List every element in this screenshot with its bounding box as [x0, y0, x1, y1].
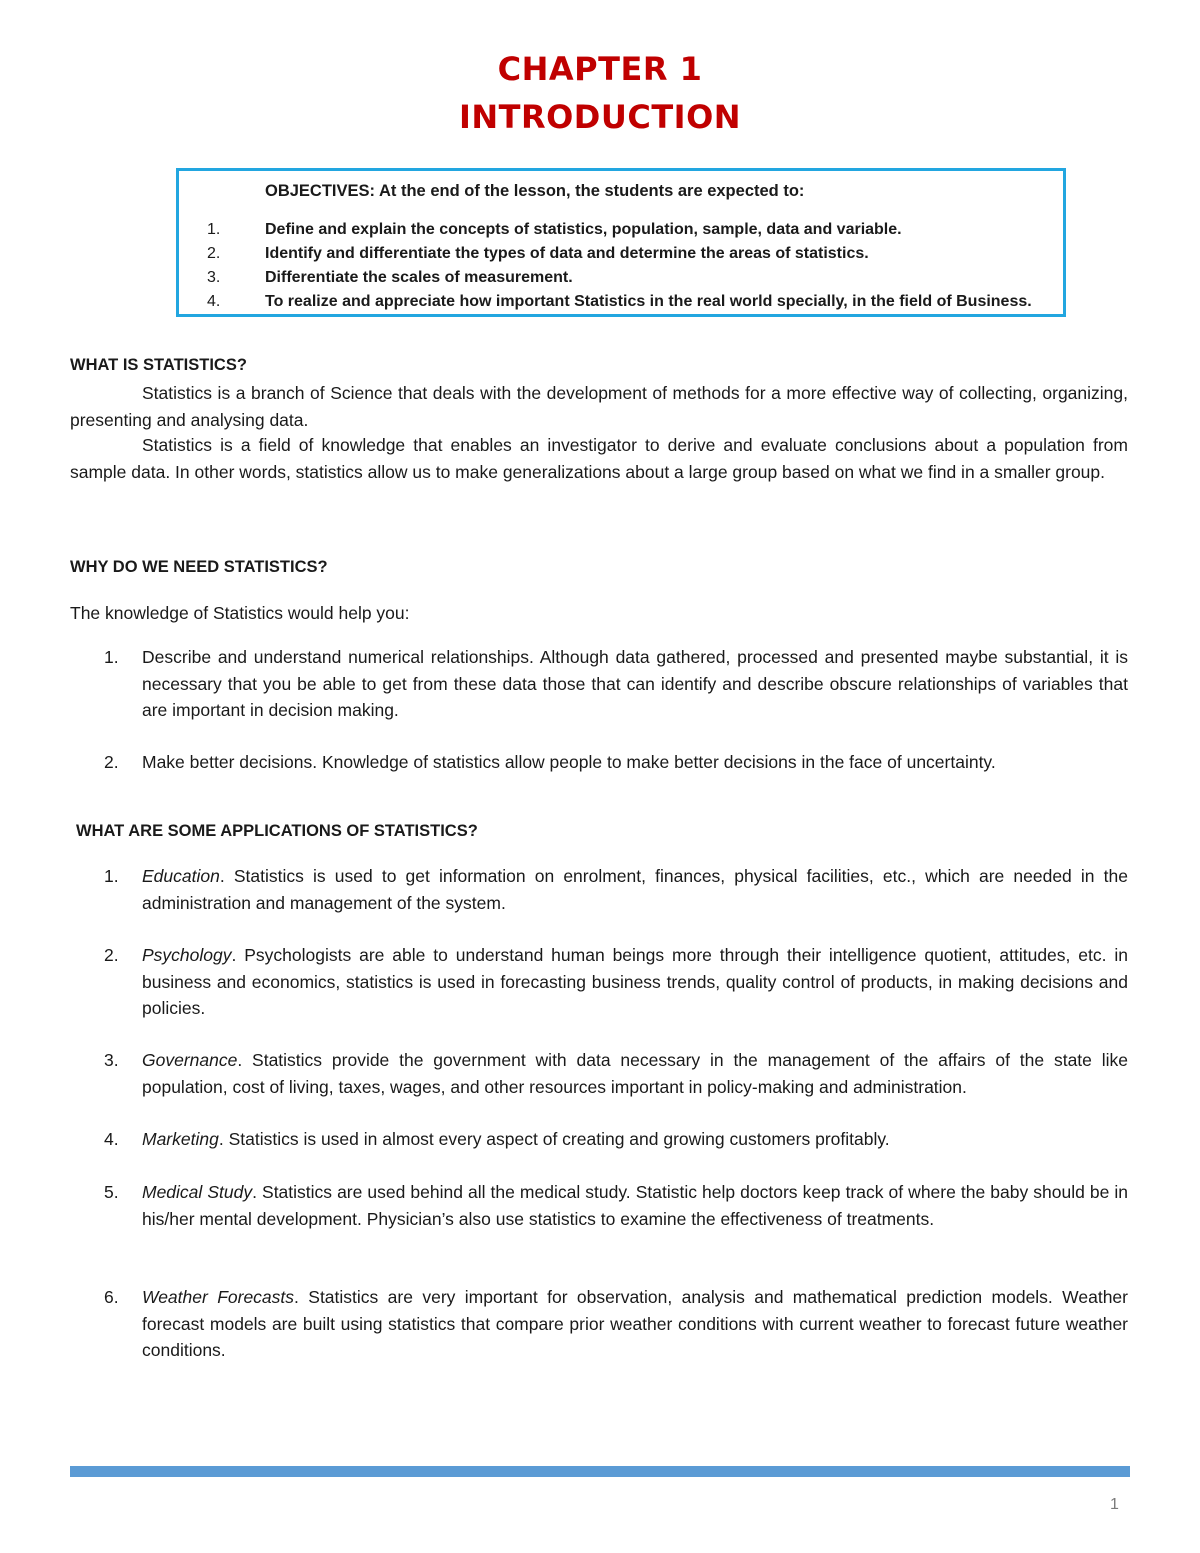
objective-number: 1. [207, 221, 221, 238]
application-number: 2. [104, 945, 119, 965]
objective-text: Define and explain the concepts of statistics, population, sample, data and variable. [265, 221, 902, 238]
why-item-number: 2. [104, 752, 119, 772]
chapter-number: CHAPTER 1 [497, 50, 703, 88]
footer-rule [70, 1466, 1130, 1477]
objectives-list [207, 221, 1032, 317]
application-label: Marketing [142, 1129, 219, 1149]
application-text: . Statistics provide the government with data necessary in the management of the affairs of the state like population, cost of living, taxes, wages, and other resources important in policy-making and administration. [142, 1050, 1128, 1097]
application-label: Psychology [142, 945, 232, 965]
application-text: . Psychologists are able to understand human beings more through their intelligence quotient, attitudes, etc. in business and economics, statistics is used in forecasting business trends, quality control of products, in making decisions and policies. [142, 945, 1128, 1018]
objectives-heading: OBJECTIVES: At the end of the lesson, the students are expected to: [265, 182, 805, 200]
what-is-paragraph-2: Statistics is a field of knowledge that enables an investigator to derive and evaluate conclusions about a population from sample data. In other words, statistics allow us to make generalizations about a large group based on what we find in a smaller group. [70, 435, 1128, 482]
objective-item [207, 221, 1032, 245]
application-label: Weather Forecasts [142, 1287, 295, 1307]
why-item-number: 1. [104, 647, 119, 667]
objective-text: To realize and appreciate how important Statistics in the real world specially, in the field of Business. [265, 293, 1032, 310]
objective-number: 3. [207, 269, 221, 286]
objective-item [207, 293, 1032, 317]
objective-item [207, 269, 1032, 293]
application-text: . Statistics are very important for observation, analysis and mathematical prediction models. Weather forecast models are built using statistics that compare prior weather conditions with current weather to forecast future weather conditions. [142, 1287, 1128, 1360]
application-number: 4. [104, 1129, 119, 1149]
application-item [104, 1284, 1128, 1364]
objective-number: 2. [207, 245, 221, 262]
section-heading-why: WHY DO WE NEED STATISTICS? [70, 558, 328, 576]
why-item [104, 749, 1128, 776]
application-label: Education [142, 866, 220, 886]
objective-text: Identify and differentiate the types of data and determine the areas of statistics. [265, 245, 869, 262]
application-number: 3. [104, 1050, 119, 1070]
application-item [104, 1179, 1128, 1232]
section-heading-what-is: WHAT IS STATISTICS? [70, 356, 247, 374]
objectives-box [176, 168, 1066, 317]
application-item [104, 863, 1128, 916]
what-is-paragraph-1: Statistics is a branch of Science that deals with the development of methods for a more effective way of collecting, organizing, presenting and analysing data. [70, 383, 1128, 430]
application-item [104, 1126, 1128, 1153]
application-item [104, 1047, 1128, 1100]
application-text: . Statistics are used behind all the medical study. Statistic help doctors keep track of where the baby should be in his/her mental development. Physician’s also use statistics to examine the effectiveness of treatments. [142, 1182, 1128, 1229]
why-item-text: Make better decisions. Knowledge of statistics allow people to make better decisions in the face of uncertainty. [142, 752, 996, 772]
why-intro: The knowledge of Statistics would help you: [70, 603, 410, 623]
objective-item [207, 245, 1032, 269]
application-item [104, 942, 1128, 1022]
application-number: 5. [104, 1182, 119, 1202]
page-number: 1 [1110, 1496, 1119, 1513]
chapter-title: INTRODUCTION [458, 98, 742, 136]
application-text: . Statistics is used to get information on enrolment, finances, physical facilities, etc., which are needed in the administration and management of the system. [142, 866, 1128, 913]
why-item-text: Describe and understand numerical relationships. Although data gathered, processed and presented maybe substantial, it is necessary that you be able to get from these data those that can identify and describe obscure relationships of variables that are important in decision making. [142, 647, 1128, 720]
section-heading-applications: WHAT ARE SOME APPLICATIONS OF STATISTICS? [76, 822, 478, 840]
application-number: 1. [104, 866, 119, 886]
objective-text: Differentiate the scales of measurement. [265, 269, 573, 286]
application-number: 6. [104, 1287, 119, 1307]
application-text: . Statistics is used in almost every aspect of creating and growing customers profitably. [218, 1129, 890, 1149]
application-label: Governance [142, 1050, 238, 1070]
application-label: Medical Study [142, 1182, 253, 1202]
objective-number: 4. [207, 293, 221, 310]
why-item [104, 644, 1128, 724]
